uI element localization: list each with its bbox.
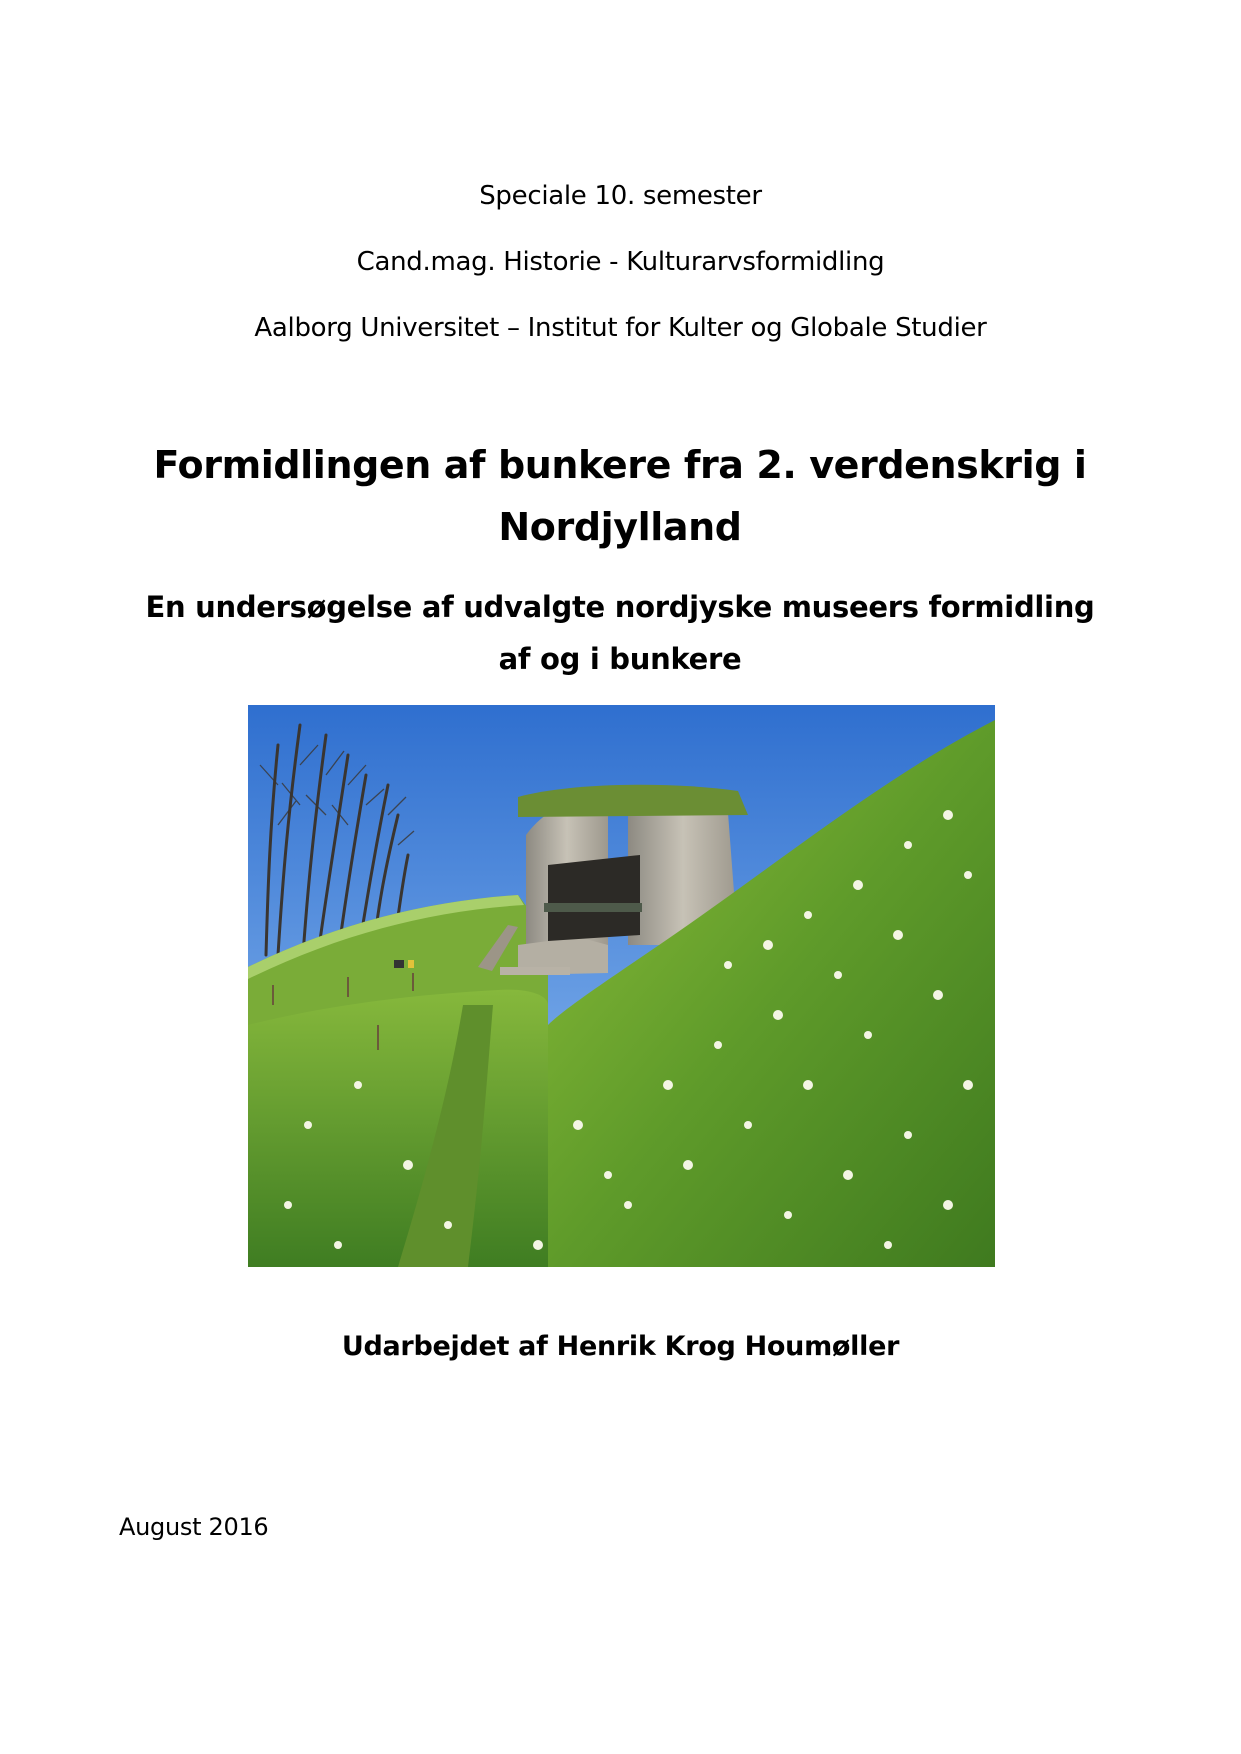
- author-line: Udarbejdet af Henrik Krog Houmøller: [341, 1331, 900, 1362]
- semester-line: Speciale 10. semester: [479, 181, 762, 211]
- institution-line: Aalborg Universitet – Institut for Kulter og Globale Studier: [254, 313, 987, 343]
- programme-line: Cand.mag. Historie - Kulturarvsformidling: [356, 247, 885, 277]
- thesis-title: Formidlingen af bunkere fra 2. verdenskrig i Nordjylland: [153, 443, 1087, 549]
- cover-photo-bunker: [248, 705, 995, 1267]
- thesis-subtitle: En undersøgelse af udvalgte nordjyske museers formidling af og i bunkere: [145, 590, 1095, 676]
- submission-date: August 2016: [119, 1513, 269, 1541]
